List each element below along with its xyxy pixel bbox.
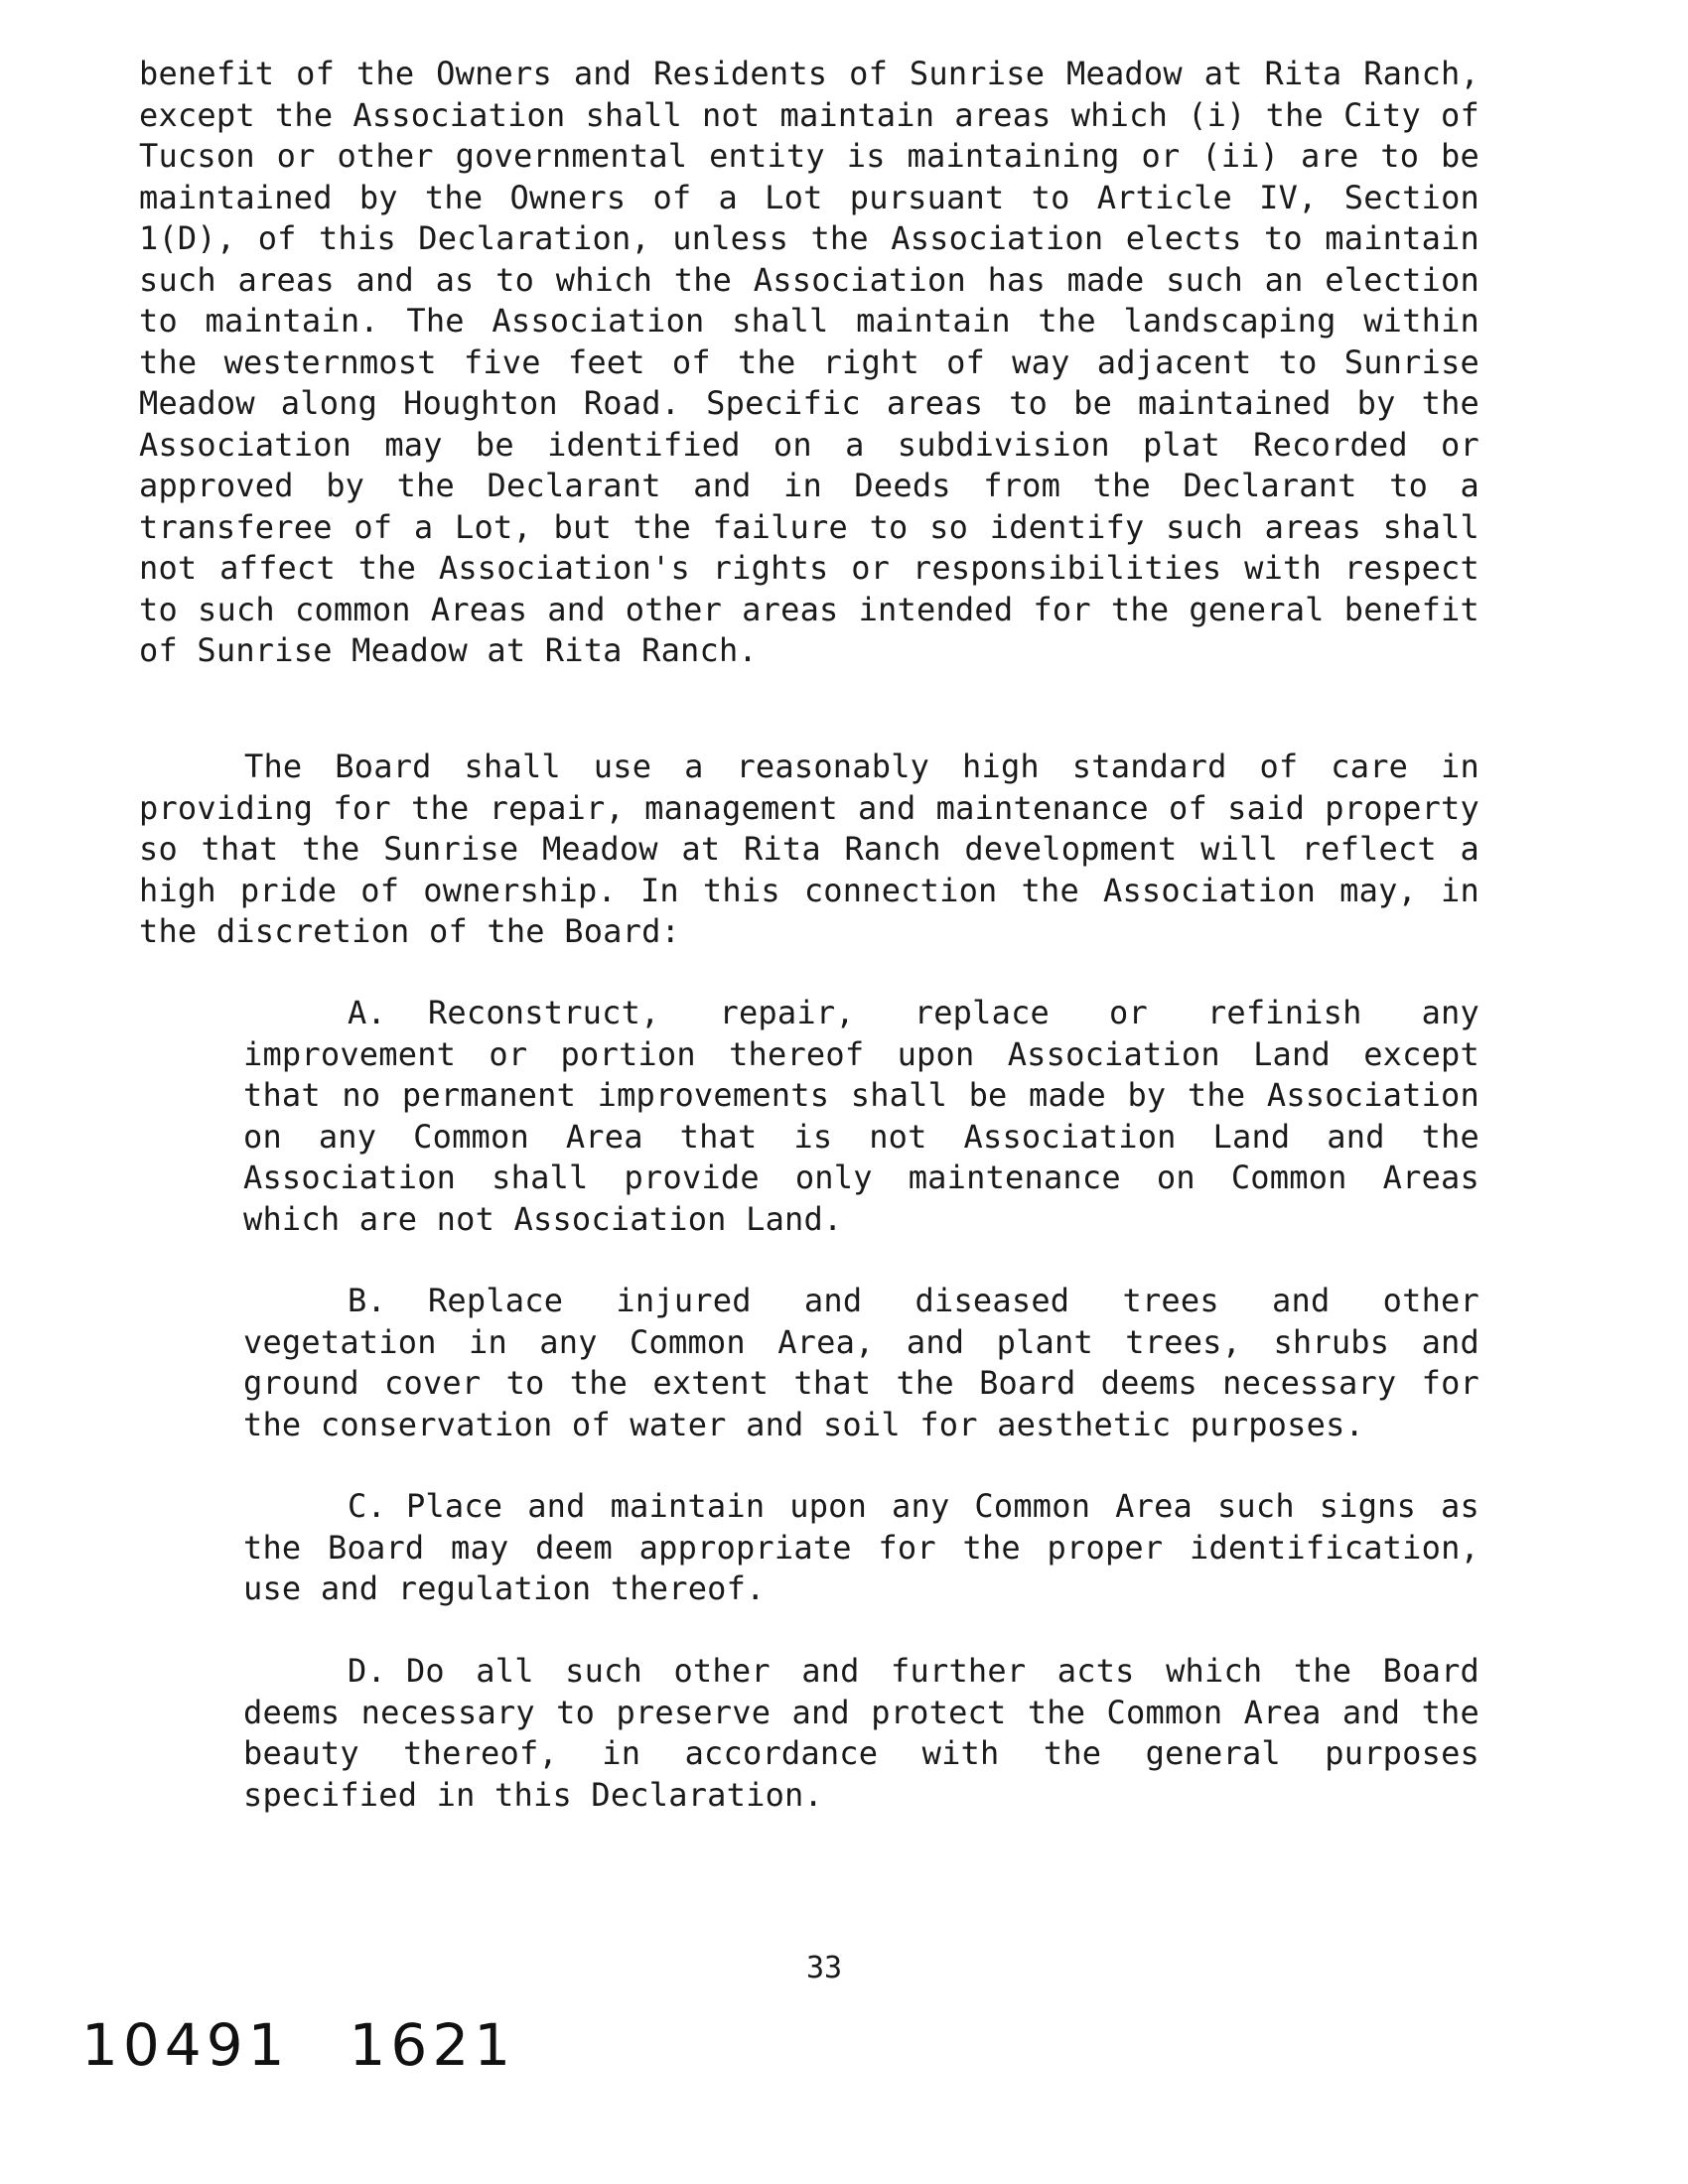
body-paragraph-2: The Board shall use a reasonably high standard of care in providing for the repair, management and maintenance of said property so that the Sunrise Meadow at Rita Ranch development will reflect a high pride of ownership. In this connection the Association may, in the discretion of the Board: — [139, 748, 1479, 950]
body-paragraph-1: benefit of the Owners and Residents of Sunrise Meadow at Rita Ranch, except the Association shall not maintain areas which (i) the City of Tucson or other governmental entity is maintaining or (ii) are to be maintained by the Owners of a Lot pursuant to Article IV, Section 1(D), of this Declaration, unless the Association elects to maintain such areas and as to which the Association has made such an election to maintain. The Association shall maintain the landscaping within the westernmost five feet of the right of way adjacent to Sunrise Meadow along Houghton Road. Specific areas to be maintained by the Association may be identified on a subdivision plat Recorded or approved by the Declarant and in Deeds from the Declarant to a transferee of a Lot, but the failure to so identify such areas shall not affect the Association's rights or responsibilities with respect to such common Areas and other areas intended for the general benefit of Sunrise Meadow at Rita Ranch. — [139, 55, 1479, 669]
list-item-marker: B. — [348, 1282, 386, 1319]
list-item-text: Replace injured and diseased trees and other vegetation in any Common Area, and plant trees, shrubs and ground cover to the extent that the Board deems necessary for the conservation of water and soil for aesthetic purposes. — [243, 1282, 1479, 1443]
recording-page-number: 1621 — [349, 2011, 516, 2079]
recording-stamp — [81, 2011, 515, 2079]
recording-docket-number: 10491 — [81, 2011, 290, 2079]
list-item-b — [243, 1281, 1479, 1445]
page-number: 33 — [805, 1951, 843, 1985]
list-item-c — [243, 1486, 1479, 1610]
list-item-marker: C. — [348, 1487, 386, 1525]
list-item-d — [243, 1651, 1479, 1816]
list-item-marker: D. — [348, 1652, 386, 1690]
list-item-text: Reconstruct, repair, replace or refinish any improvement or portion thereof upon Association Land except that no permanent improvements shall be made by the Association on any Common Area that is not Association Land and the Association shall provide only maintenance on Common Areas which are not Association Land. — [243, 994, 1479, 1238]
list-item-text: Place and maintain upon any Common Area such signs as the Board may deem appropriate for the proper identification, use and regulation thereof. — [243, 1487, 1479, 1607]
list-item-a — [243, 993, 1479, 1240]
list-item-text: Do all such other and further acts which the Board deems necessary to preserve and protect the Common Area and the beauty thereof, in accordance with the general purposes specified in this Declaration. — [243, 1652, 1479, 1814]
list-item-marker: A. — [348, 994, 386, 1031]
